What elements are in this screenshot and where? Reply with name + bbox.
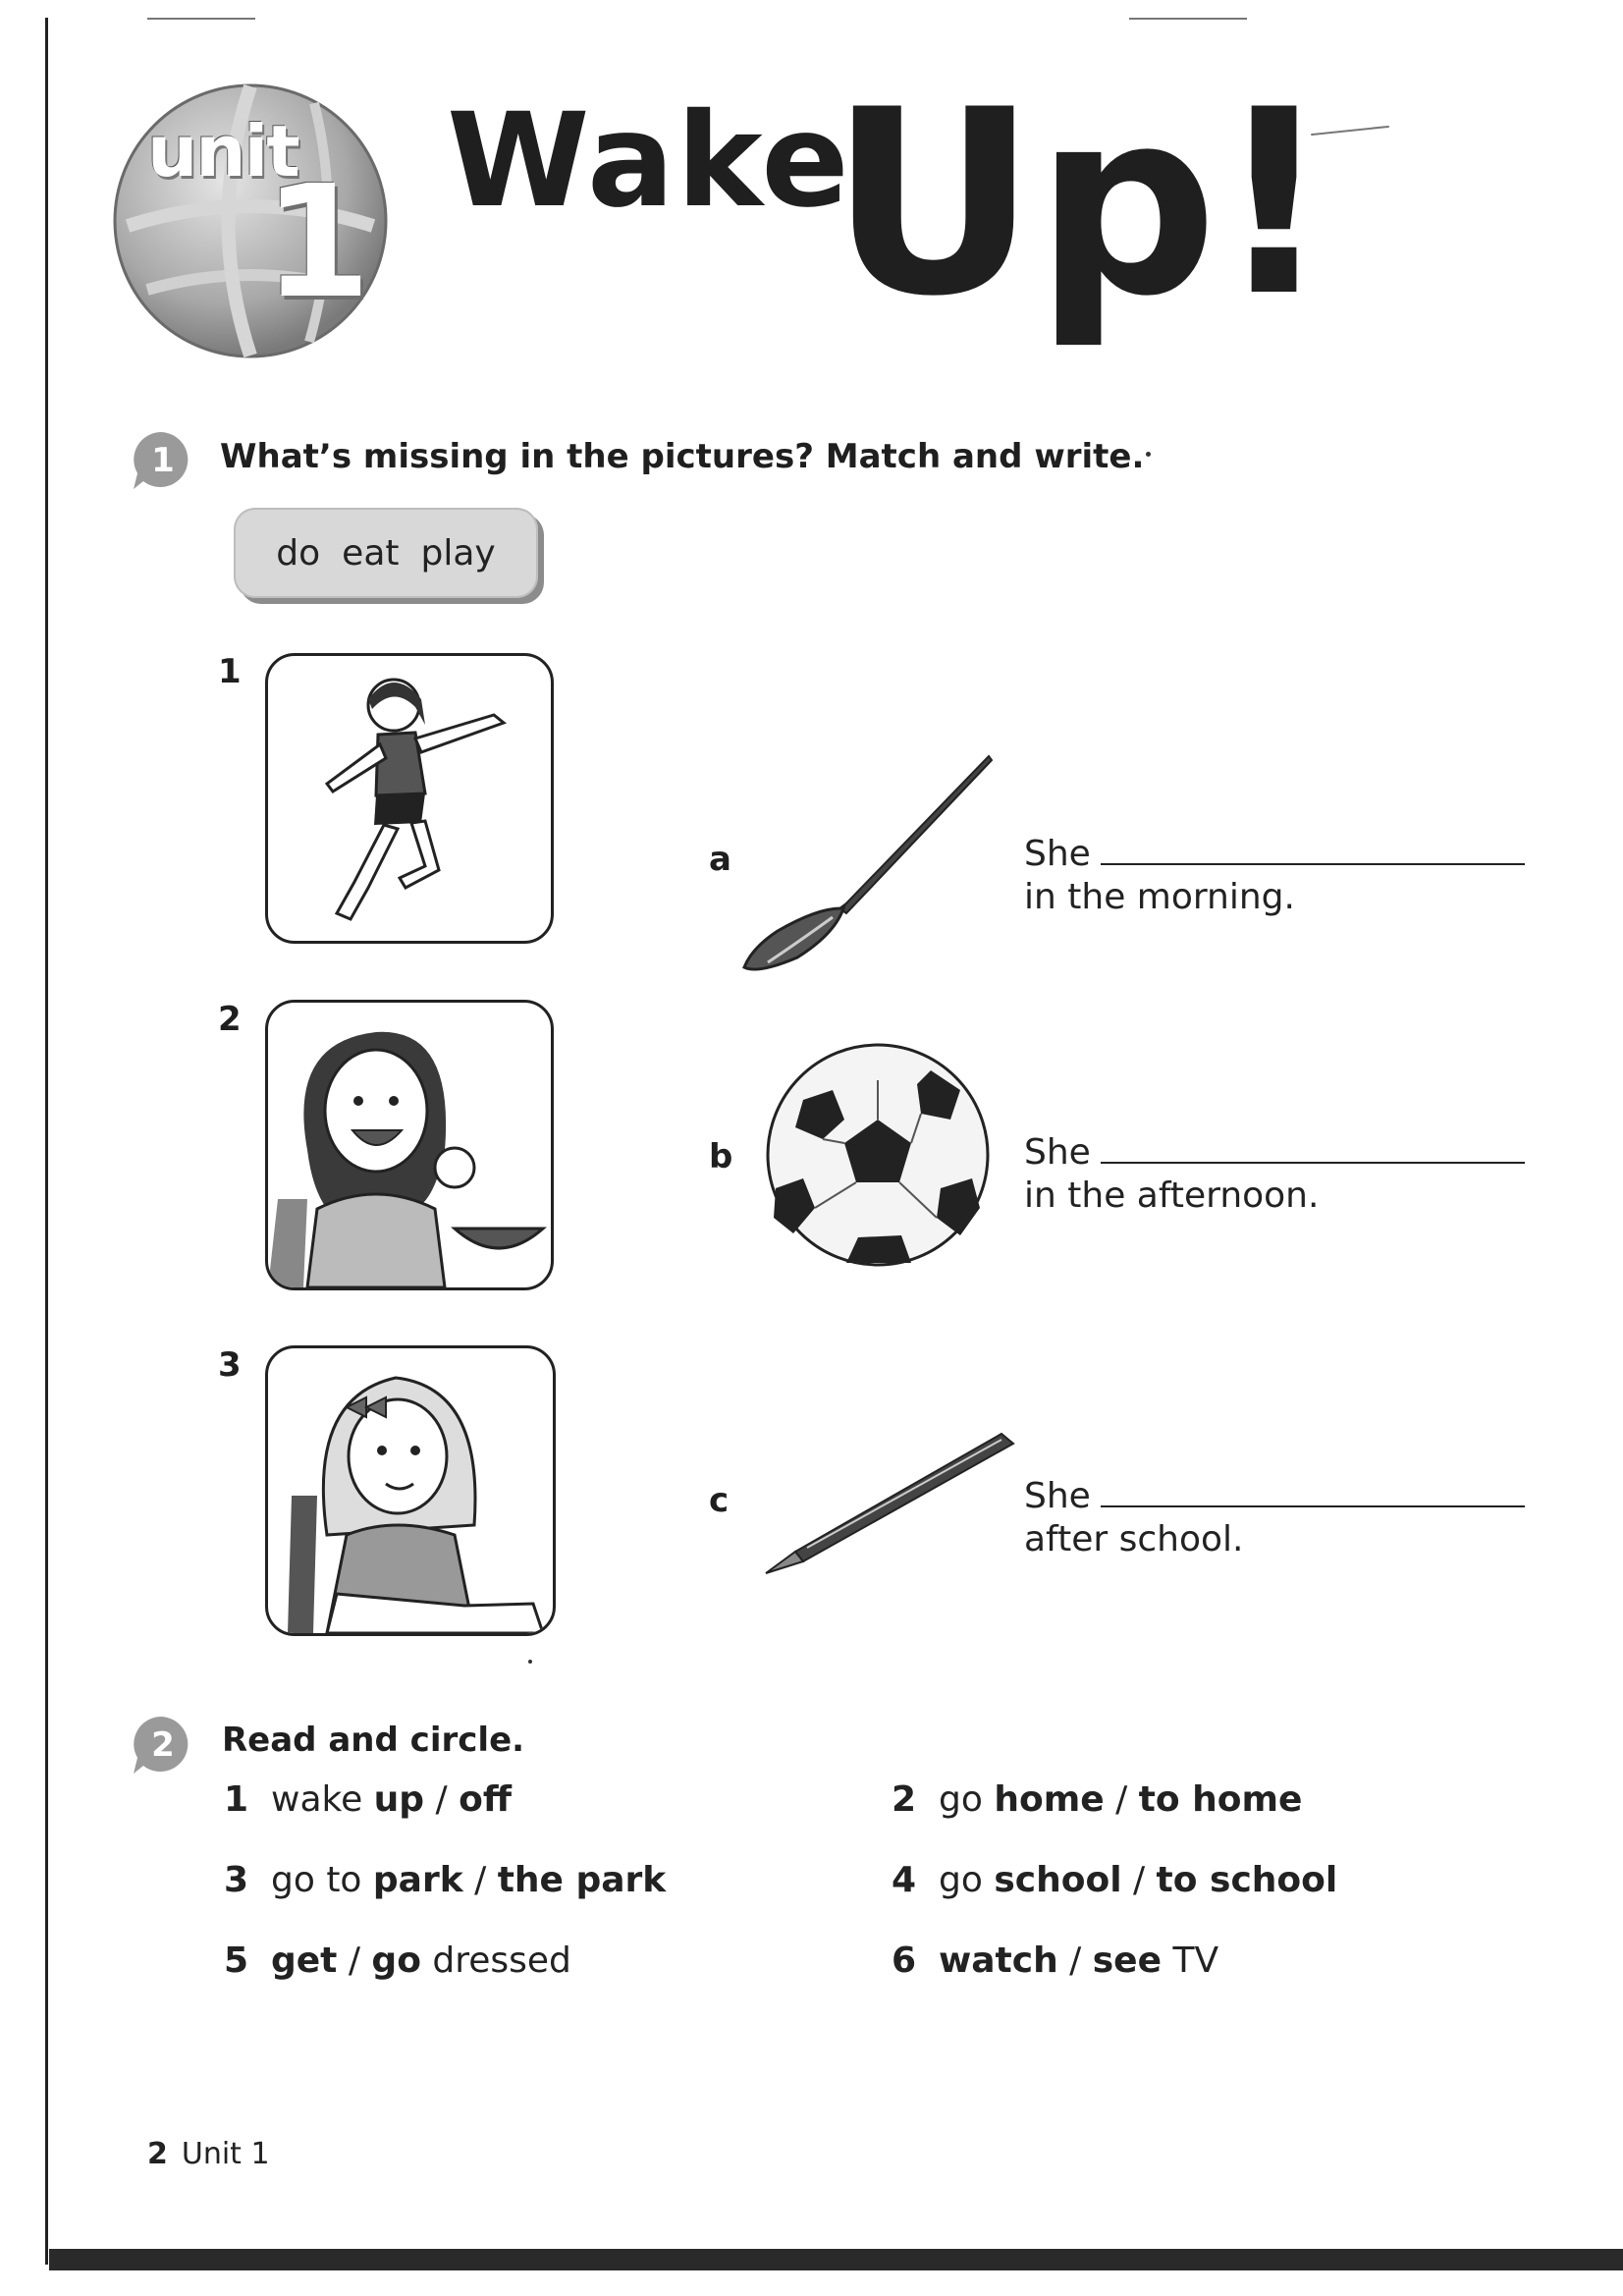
page-footer [147, 2137, 270, 2171]
picture-girl-playing [265, 653, 554, 944]
choice-option[interactable]: to school [1156, 1860, 1338, 1900]
page-bottom-border [49, 2249, 1623, 2270]
sentence-line1: She [1024, 1475, 1525, 1518]
sentence-line2: in the afternoon. [1024, 1175, 1320, 1216]
option-letter: b [709, 1137, 733, 1176]
answer-blank[interactable] [1101, 1478, 1525, 1507]
choice-option[interactable]: off [459, 1779, 512, 1820]
choice-option[interactable]: school [994, 1860, 1122, 1900]
exercise-1-number: 1 [151, 441, 175, 480]
sentence-line1: She [1024, 833, 1525, 876]
picture-girl-homework [265, 1345, 556, 1636]
option-sentence-c [1024, 1475, 1525, 1561]
word-bank-item: do [276, 532, 321, 574]
circle-item: 3 go to park / the park [224, 1860, 667, 1900]
unit-number: 1 [263, 152, 371, 333]
picture-number: 1 [218, 652, 242, 691]
exercise-1-badge [130, 428, 192, 491]
unit-word: unit [147, 110, 298, 192]
answer-blank[interactable] [1101, 836, 1525, 865]
exercise-2-instruction: Read and circle. [222, 1721, 525, 1760]
scan-mark [147, 18, 255, 20]
speck [1146, 452, 1151, 457]
word-bank-item: eat [342, 532, 400, 574]
option-letter: c [709, 1481, 730, 1520]
choice-option[interactable]: the park [497, 1860, 667, 1900]
page-number: 2 [147, 2137, 168, 2171]
footer-unit-label: Unit 1 [181, 2137, 270, 2171]
exercise-2-badge [130, 1713, 192, 1776]
choice-option[interactable]: go [371, 1941, 421, 1981]
option-sentence-a [1024, 833, 1525, 919]
circle-item: 2 go home / to home [892, 1779, 1303, 1820]
picture-girl-eating [265, 1000, 554, 1290]
exercise-2-number: 2 [151, 1725, 175, 1765]
word-bank [234, 508, 538, 598]
sentence-line2: after school. [1024, 1519, 1244, 1559]
soccer-ball-icon [764, 1041, 992, 1269]
choice-option[interactable]: watch [939, 1941, 1058, 1981]
page-title-wake: Wake [447, 85, 851, 237]
word-bank-item: play [420, 532, 496, 574]
speck [528, 1660, 532, 1664]
choice-option[interactable]: up [373, 1779, 425, 1820]
sentence-line2: in the morning. [1024, 877, 1295, 917]
option-letter: a [709, 840, 731, 879]
page-left-border [45, 18, 48, 2265]
answer-blank[interactable] [1101, 1134, 1525, 1164]
circle-item: 1 wake up / off [224, 1779, 512, 1820]
page-title-up: Up! [830, 56, 1330, 353]
sentence-line1: She [1024, 1131, 1525, 1175]
choice-option[interactable]: home [994, 1779, 1105, 1820]
spoon-icon [738, 746, 1008, 982]
exercise-1-instruction: What’s missing in the pictures? Match and write. [220, 437, 1145, 476]
pencil-icon [756, 1424, 1016, 1581]
circle-item: 5 get / go dressed [224, 1941, 571, 1981]
picture-number: 3 [218, 1345, 242, 1385]
option-sentence-b [1024, 1131, 1525, 1218]
choice-option[interactable]: to home [1138, 1779, 1303, 1820]
circle-item: 4 go school / to school [892, 1860, 1338, 1900]
picture-number: 2 [218, 1000, 242, 1039]
choice-option[interactable]: see [1092, 1941, 1163, 1981]
choice-option[interactable]: get [271, 1941, 338, 1981]
choice-option[interactable]: park [372, 1860, 463, 1900]
circle-item: 6 watch / see TV [892, 1941, 1219, 1981]
scan-mark [1129, 18, 1247, 20]
